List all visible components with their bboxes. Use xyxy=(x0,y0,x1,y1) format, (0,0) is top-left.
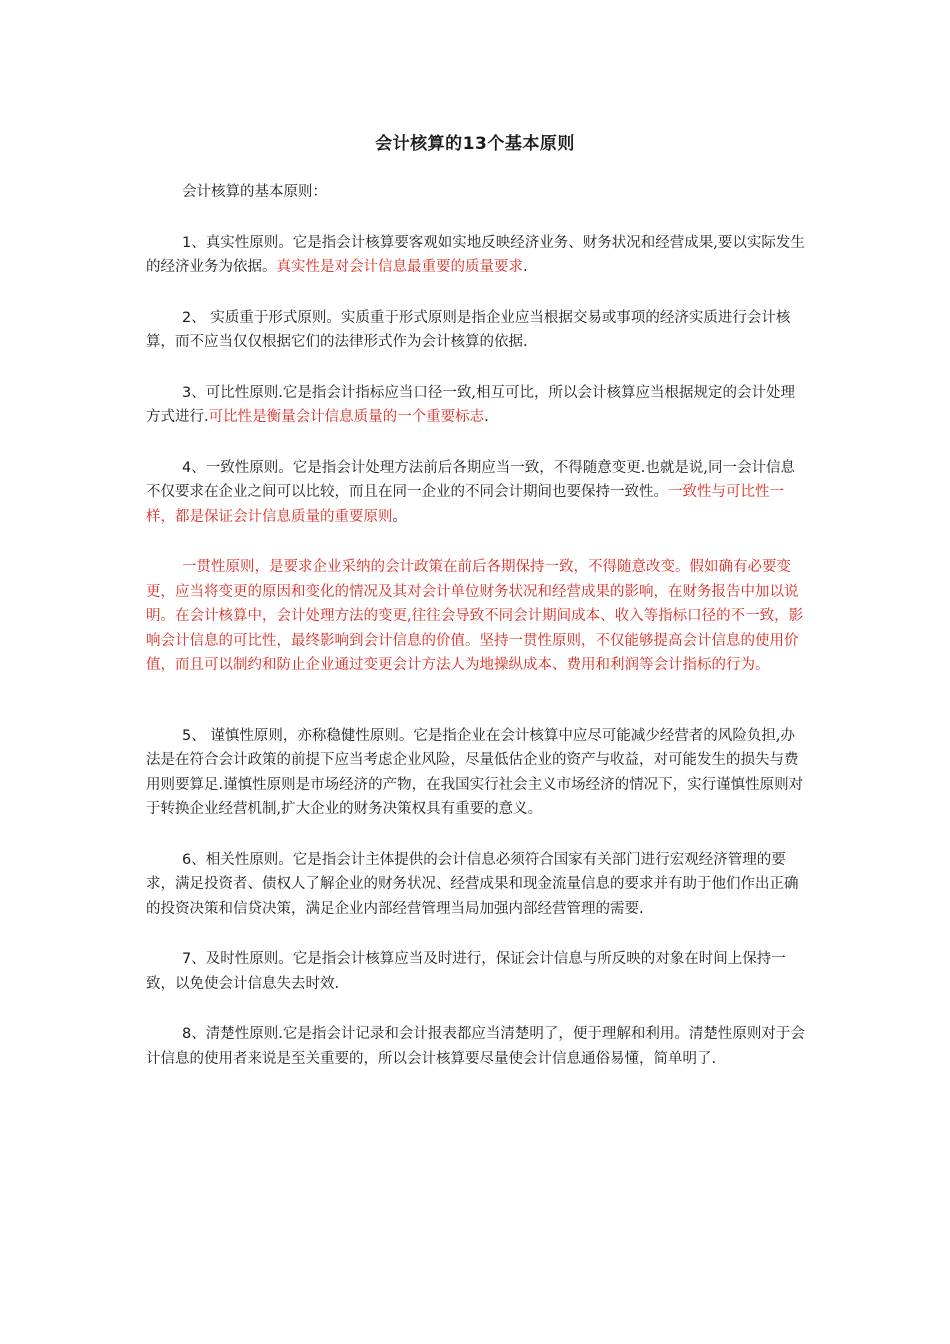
principle-text: 可比性原则.它是指会计指标应当口径一致,相互可比，所以会计核算应当根据规定的会计处理方式进行. xyxy=(146,384,795,425)
principle-text: 真实性原则。它是指会计核算要客观如实地反映经济业务、财务状况和经营成果,要以实际发生的经济业务为依据。 xyxy=(146,234,805,275)
principle-paragraph-7 xyxy=(146,947,808,996)
principle-end: . xyxy=(523,259,528,275)
principle-text: 实质重于形式原则。实质重于形式原则是指企业应当根据交易或事项的经济实质进行会计核算，而不应当仅仅根据它们的法律形式作为会计核算的依据. xyxy=(146,309,791,350)
principle-paragraph-6 xyxy=(146,848,808,922)
principle-separator: 、 xyxy=(191,384,206,401)
principle-text: 谨慎性原则，亦称稳健性原则。它是指企业在会计核算中应尽可能减少经营者的风险负担,办法是在符合会计政策的前提下应当考虑企业风险，尽量低估企业的资产与收益，对可能发生的损失与费用则要算足.谨慎性原则是市场经济的产物，在我国实行社会主义市场经济的情况下，实行谨慎性原则对于转换企业经营机制,扩大企业的财务决策权具有重要的意义。 xyxy=(146,727,804,817)
principle-separator: 、 xyxy=(191,851,206,868)
principle-highlight: 真实性是对会计信息最重要的质量要求 xyxy=(276,259,523,275)
principle-separator: 、 xyxy=(191,1026,206,1042)
principle-text: 相关性原则。它是指会计主体提供的会计信息必须符合国家有关部门进行宏观经济管理的要求，满足投资者、债权人了解企业的财务状况、经营成果和现金流量信息的要求并有助于他们作出正确的投资决策和信贷决策，满足企业内部经营管理当局加强内部经营管理的需要. xyxy=(146,851,799,917)
principle-number: 4 xyxy=(182,459,192,476)
principle-paragraph-8 xyxy=(146,1022,808,1071)
principle-end: 。 xyxy=(392,508,407,525)
principle-paragraph-1 xyxy=(146,231,808,280)
principle-number: 2 xyxy=(182,309,192,326)
principle-text: 及时性原则。它是指会计核算应当及时进行，保证会计信息与所反映的对象在时间上保持一致，以免使会计信息失去时效. xyxy=(146,951,786,992)
principle-paragraph-5 xyxy=(146,724,808,822)
consistency-note-paragraph xyxy=(146,555,808,678)
principle-separator: 、 xyxy=(191,234,206,251)
principle-paragraph-3 xyxy=(146,381,808,430)
principle-separator: 、 xyxy=(191,309,211,326)
principle-number: 1 xyxy=(182,234,192,251)
principle-text: 一致性原则。它是指会计处理方法前后各期应当一致，不得随意变更.也就是说,同一会计信息不仅要求在企业之间可以比较，而且在同一企业的不同会计期间也要保持一致性。 xyxy=(146,459,795,500)
principle-separator: 、 xyxy=(191,951,206,967)
principle-number: 8 xyxy=(182,1026,192,1042)
principle-number: 7 xyxy=(182,951,192,967)
principle-number: 6 xyxy=(182,851,192,868)
principle-paragraph-4 xyxy=(146,456,808,530)
principle-separator: 、 xyxy=(191,459,206,476)
principle-separator: 、 xyxy=(191,727,211,744)
principle-number: 3 xyxy=(182,384,192,401)
consistency-note-text: 一贯性原则，是要求企业采纳的会计政策在前后各期保持一致，不得随意改变。假如确有必要变更，应当将变更的原因和变化的情况及其对会计单位财务状况和经营成果的影响，在财务报告中加以说明。在会计核算中，会计处理方法的变更,往往会导致不同会计期间成本、收入等指标口径的不一致，影响会计信息的可比性，最终影响到会计信息的价值。坚持一贯性原则，不仅能够提高会计信息的使用价值，而且可以制约和防止企业通过变更会计方法人为地操纵成本、费用和利润等会计指标的行为。 xyxy=(146,559,804,673)
document-title: 会计核算的13个基本原则 xyxy=(375,134,575,154)
principle-paragraph-2 xyxy=(146,306,808,355)
intro-text: 会计核算的基本原则： xyxy=(182,184,327,200)
principle-highlight: 可比性是衡量会计信息质量的一个重要标志 xyxy=(208,409,485,425)
principle-number: 5 xyxy=(182,727,192,744)
document-body xyxy=(146,180,808,1071)
intro-paragraph xyxy=(146,180,808,205)
principle-highlight: 一致性与可比性一样，都是保证会计信息质量的重要原则 xyxy=(146,484,784,525)
principle-text: 清楚性原则.它是指会计记录和会计报表都应当清楚明了，便于理解和利用。清楚性原则对于会计信息的使用者来说是至关重要的，所以会计核算要尽量使会计信息通俗易懂，简单明了. xyxy=(146,1026,805,1067)
principle-end: . xyxy=(484,409,489,425)
